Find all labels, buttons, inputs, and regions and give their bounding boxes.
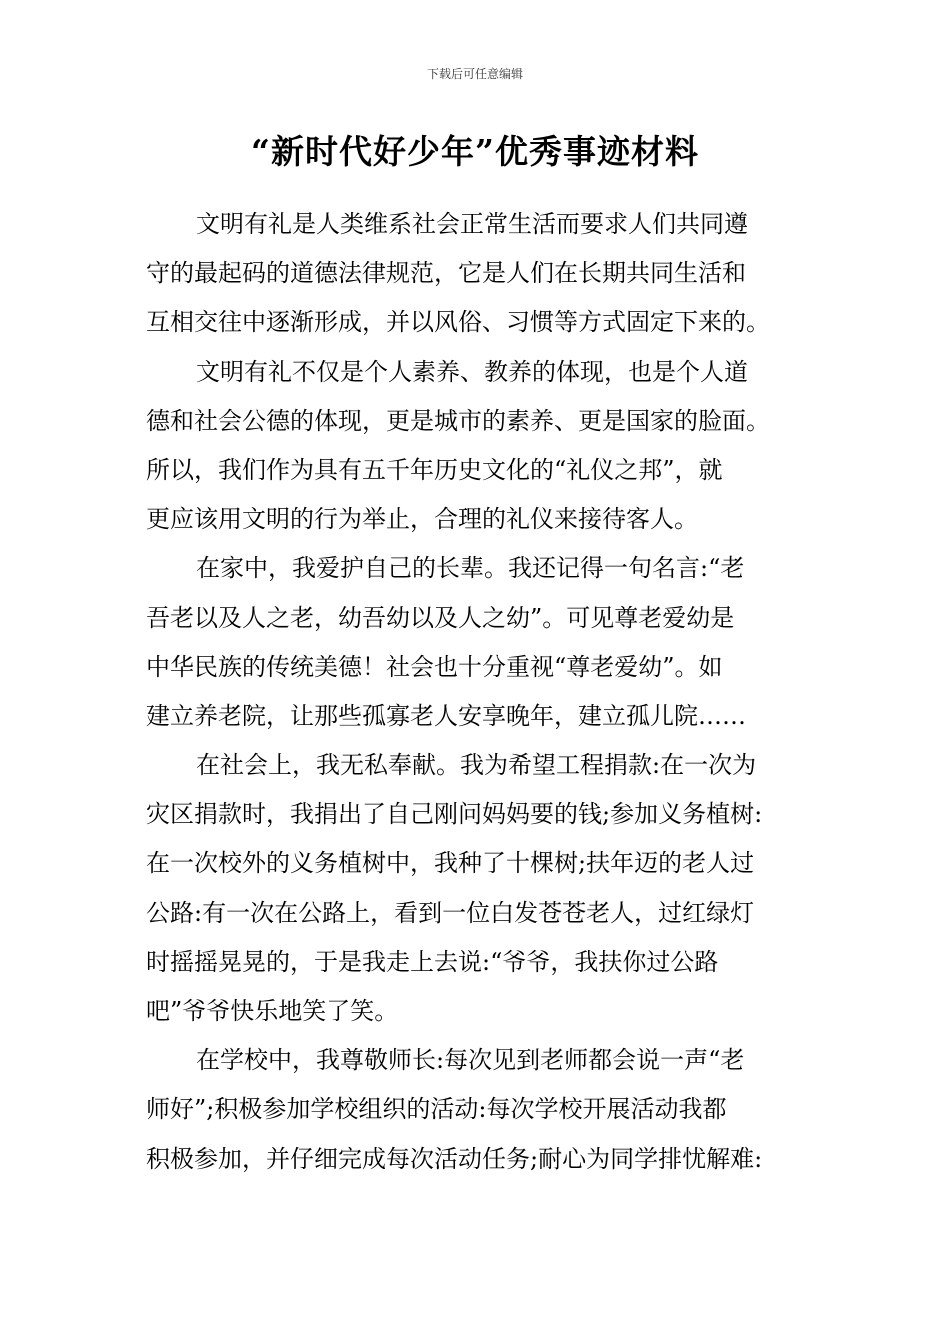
text-line: 互相交往中逐渐形成，并以风俗、习惯等方式固定下来的。 <box>146 308 770 337</box>
text-line: 吾老以及人之老，幼吾幼以及人之幼”。可见尊老爱幼是 <box>146 603 735 632</box>
text-line: 灾区捐款时，我捐出了自己刚问妈妈要的钱;参加义务植树: <box>146 800 763 829</box>
text-line: 在一次校外的义务植树中，我种了十棵树;扶年迈的老人过 <box>146 849 755 878</box>
text-line: 守的最起码的道德法律规范，它是人们在长期共同生活和 <box>146 259 746 288</box>
header-note: 下载后可任意编辑 <box>426 67 523 81</box>
text-line: 文明有礼不仅是个人素养、教养的体现，也是个人道 <box>196 357 748 386</box>
text-line: 师好”;积极参加学校组织的活动:每次学校开展活动我都 <box>146 1095 727 1124</box>
text-line: 公路:有一次在公路上，看到一位白发苍苍老人，过红绿灯 <box>146 898 755 927</box>
text-line: 更应该用文明的行为举止，合理的礼仪来接待客人。 <box>146 505 698 534</box>
text-line: 建立养老院，让那些孤寡老人安享晚年，建立孤儿院…… <box>146 701 746 730</box>
text-line: 中华民族的传统美德！社会也十分重视“尊老爱幼”。如 <box>146 652 723 681</box>
body-text <box>146 200 806 1184</box>
text-line: 积极参加，并仔细完成每次活动任务;耐心为同学排忧解难: <box>146 1144 763 1173</box>
text-line: 在家中，我爱护自己的长辈。我还记得一句名言:“老 <box>196 554 745 583</box>
page-title: “新时代好少年”优秀事迹材料 <box>251 132 699 171</box>
text-line: 德和社会公德的体现，更是城市的素养、更是国家的脸面。 <box>146 406 770 435</box>
text-line: 吧”爷爷快乐地笑了笑。 <box>146 997 399 1025</box>
text-line: 文明有礼是人类维系社会正常生活而要求人们共同遵 <box>196 210 748 238</box>
text-line: 时摇摇晃晃的，于是我走上去说:“爷爷，我扶你过公路 <box>146 947 719 976</box>
text-line: 所以，我们作为具有五千年历史文化的“礼仪之邦”，就 <box>146 455 723 484</box>
text-line: 在学校中，我尊敬师长:每次见到老师都会说一声“老 <box>196 1046 745 1075</box>
text-line: 在社会上，我无私奉献。我为希望工程捐款:在一次为 <box>196 751 757 780</box>
